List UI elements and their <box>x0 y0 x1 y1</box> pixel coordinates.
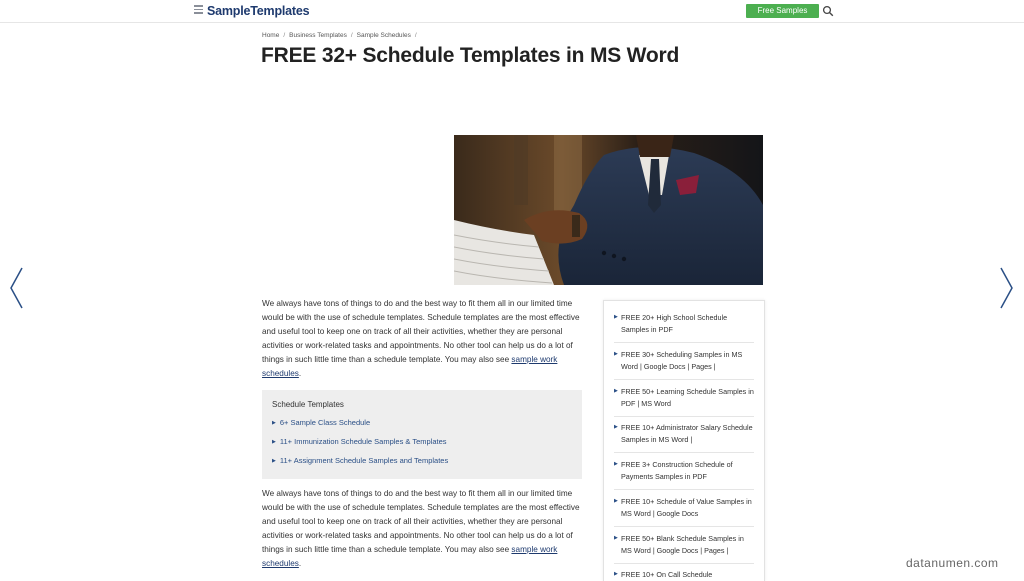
divider <box>614 342 754 343</box>
triangle-right-icon: ▶ <box>614 498 618 504</box>
table-of-contents <box>262 390 582 479</box>
page-title: FREE 32+ Schedule Templates in MS Word <box>261 44 680 67</box>
free-samples-button[interactable]: Free Samples <box>746 4 819 18</box>
divider <box>614 563 754 564</box>
breadcrumb-separator: / <box>350 32 353 39</box>
hero-image <box>454 135 763 285</box>
related-sample-link[interactable] <box>614 422 754 445</box>
toc-item-label: 11+ Assignment Schedule Samples and Templates <box>279 456 449 465</box>
triangle-right-icon: ▶ <box>614 424 618 430</box>
related-sample-label: FREE 10+ On Call Schedule <box>621 570 713 579</box>
repeat-paragraph <box>262 487 584 571</box>
related-sample-label: FREE 3+ Construction Schedule of Payments Samples in PDF <box>621 460 733 481</box>
chevron-left-icon[interactable] <box>8 266 24 310</box>
related-sample-label: FREE 30+ Scheduling Samples in MS Word | Google Docs | Pages | <box>621 350 743 371</box>
triangle-right-icon: ▶ <box>614 571 618 577</box>
related-sample-label: FREE 20+ High School Schedule Samples in PDF <box>621 313 728 334</box>
sample-work-schedules-link[interactable]: sample work schedules <box>262 355 558 378</box>
divider <box>614 489 754 490</box>
related-sample-link[interactable] <box>614 386 754 409</box>
hamburger-icon[interactable] <box>194 5 203 14</box>
triangle-right-icon: ▶ <box>614 461 618 467</box>
toc-item[interactable] <box>272 456 448 465</box>
breadcrumb-business-templates[interactable]: Business Templates <box>289 32 347 39</box>
triangle-right-icon: ▶ <box>614 314 618 320</box>
divider <box>614 452 754 453</box>
toc-title: Schedule Templates <box>272 400 344 409</box>
search-icon[interactable] <box>822 5 834 17</box>
triangle-right-icon: ▶ <box>614 388 618 394</box>
triangle-right-icon: ▶ <box>272 458 276 464</box>
related-sample-label: FREE 50+ Blank Schedule Samples in MS Word | Google Docs | Pages | <box>621 534 744 555</box>
divider <box>614 526 754 527</box>
sample-work-schedules-link[interactable]: sample work schedules <box>262 545 558 568</box>
breadcrumb <box>262 32 421 39</box>
related-sample-link[interactable] <box>614 496 754 519</box>
related-sample-label: FREE 10+ Schedule of Value Samples in MS Word | Google Docs <box>621 497 752 518</box>
related-samples-sidebar <box>603 300 765 581</box>
related-sample-link[interactable] <box>614 312 754 335</box>
breadcrumb-home[interactable]: Home <box>262 32 280 39</box>
triangle-right-icon: ▶ <box>614 535 618 541</box>
chevron-right-icon[interactable] <box>999 266 1015 310</box>
toc-item-label: 11+ Immunization Schedule Samples & Templates <box>279 437 447 446</box>
intro-text: We always have tons of things to do and the best way to fit them all in our limited time would be with the use of schedule templates. Schedule templates are the most effective and useful tool to keep one on track of all their activities, whether they are personal activities or work-related tasks and appointments. No other tool can help us do a lot of things in such little time than a schedule template. You may also see <box>262 299 580 364</box>
toc-item[interactable] <box>272 418 370 427</box>
divider <box>614 379 754 380</box>
related-sample-label: FREE 10+ Administrator Salary Schedule Samples in MS Word | <box>621 423 753 444</box>
related-sample-link[interactable] <box>614 459 754 482</box>
intro-text: We always have tons of things to do and the best way to fit them all in our limited time would be with the use of schedule templates. Schedule templates are the most effective and useful tool to keep one on track of all their activities, whether they are personal activities or work-related tasks and appointments. No other tool can help us do a lot of things in such little time than a schedule template. You may also see <box>262 489 580 554</box>
breadcrumb-separator: / <box>414 32 417 39</box>
toc-item[interactable] <box>272 437 447 446</box>
intro-end: . <box>298 559 302 568</box>
related-sample-link[interactable] <box>614 349 754 372</box>
site-header <box>0 0 1024 23</box>
site-logo[interactable]: SampleTemplates <box>207 4 310 18</box>
watermark: datanumen.com <box>906 556 999 570</box>
toc-item-label: 6+ Sample Class Schedule <box>279 418 371 427</box>
triangle-right-icon: ▶ <box>272 420 276 426</box>
triangle-right-icon: ▶ <box>614 351 618 357</box>
related-sample-link[interactable] <box>614 533 754 556</box>
breadcrumb-separator: / <box>283 32 286 39</box>
related-sample-link[interactable] <box>614 569 754 581</box>
triangle-right-icon: ▶ <box>272 439 276 445</box>
divider <box>614 416 754 417</box>
intro-end: . <box>298 369 302 378</box>
breadcrumb-sample-schedules[interactable]: Sample Schedules <box>356 32 411 39</box>
related-sample-label: FREE 50+ Learning Schedule Samples in PDF | MS Word <box>621 387 754 408</box>
intro-paragraph <box>262 297 584 381</box>
